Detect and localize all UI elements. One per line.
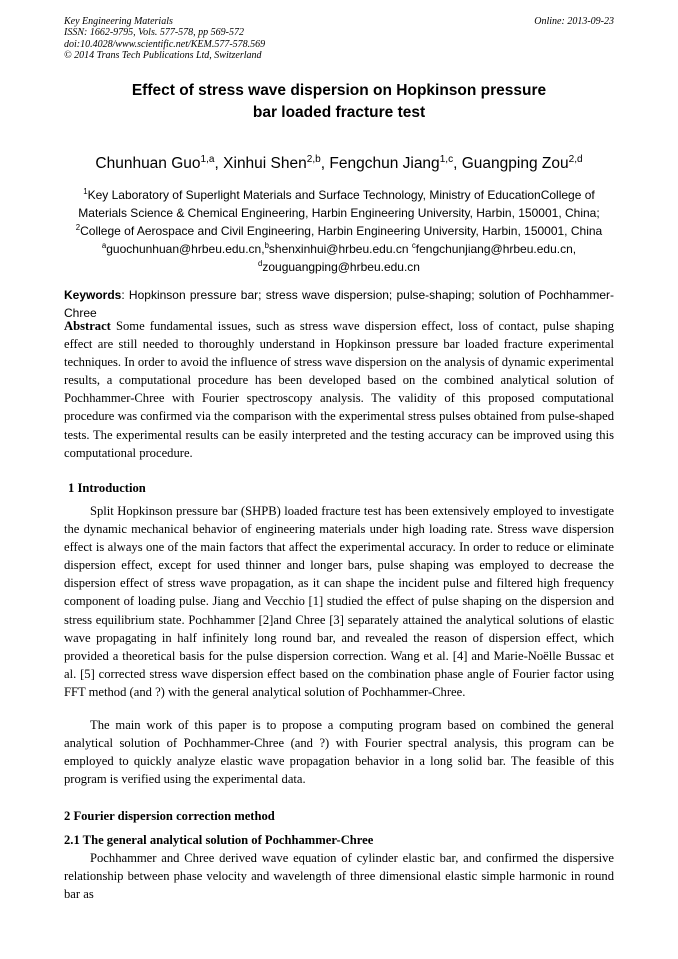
author-list <box>64 155 614 173</box>
email-b-sup: b <box>264 241 269 250</box>
author-sup: 2,d <box>568 153 583 165</box>
intro-paragraph-2: The main work of this paper is to propose a computing program based on combined the general analytical solution of Pochhammer-Chree (and ?) with Fourier spectral analysis, this program can be employed to quickly analyze elastic wave propagation behavior in a long solid bar. The feasible of this program is verified using the experimental data. <box>64 718 614 787</box>
section-2-heading: 2 Fourier dispersion correction method <box>64 809 275 823</box>
author-sup: 2,b <box>306 153 321 165</box>
section-1-heading: 1 Introduction <box>68 481 146 495</box>
author-name: Fengchun Jiang <box>329 155 440 172</box>
paper-page <box>64 16 614 902</box>
abstract-label: Abstract <box>64 319 111 333</box>
author-name: Guangping Zou <box>461 155 569 172</box>
email-a: guochunhuan@hrbeu.edu.cn, <box>106 242 265 256</box>
email-c-sup: c <box>411 241 416 250</box>
section-2-paragraph-1: Pochhammer and Chree derived wave equation of cylinder elastic bar, and confirmed the dispersive relationship between phase velocity and wavelength of three dimensional elastic simple harmonic in round bar as <box>64 851 614 902</box>
author-sup: 1,c <box>439 153 454 165</box>
author-sup: 1,a <box>200 153 215 165</box>
doi-line: doi:10.4028/www.scientific.net/KEM.577-578.569 <box>64 38 266 50</box>
title-line-2: bar loaded fracture test <box>252 104 426 121</box>
copyright-line: © 2014 Trans Tech Publications Ltd, Switzerland <box>64 49 262 61</box>
affiliations <box>64 186 614 276</box>
affiliation-2-text: College of Aerospace and Civil Engineering, Harbin Engineering University, Harbin, 150001, China <box>80 224 603 238</box>
affiliation-2-sup: 2 <box>75 223 81 232</box>
online-date: Online: 2013-09-23 <box>534 16 614 27</box>
email-b: shenxinhui@hrbeu.edu.cn <box>268 242 409 256</box>
author-name: Xinhui Shen <box>223 155 307 172</box>
email-d-sup: d <box>258 259 263 268</box>
keywords-text: : Hopkinson pressure bar; stress wave dispersion; pulse-shaping; solution of Pochhammer-Chree <box>64 288 614 320</box>
journal-header <box>64 16 614 64</box>
abstract <box>64 317 614 462</box>
title-line-1: Effect of stress wave dispersion on Hopkinson pressure <box>131 82 547 99</box>
journal-info <box>64 16 265 61</box>
email-line-1 <box>64 240 614 258</box>
affiliation-1-line-2: Materials Science & Chemical Engineering, Harbin Engineering University, Harbin, 150001, China; <box>78 206 600 220</box>
author-sep: , <box>453 155 462 172</box>
author-sep: , <box>214 155 224 172</box>
paper-title <box>64 80 614 124</box>
issn-line: ISSN: 1662-9795, Vols. 577-578, pp 569-572 <box>64 27 244 39</box>
affiliation-1-line-1 <box>64 186 614 204</box>
subsection-2-1-heading: 2.1 The general analytical solution of Pochhammer-Chree <box>64 833 374 847</box>
affiliation-1-sup: 1 <box>83 187 88 196</box>
author-sep: , <box>320 155 330 172</box>
author-name: Chunhuan Guo <box>95 155 201 172</box>
journal-name: Key Engineering Materials <box>64 16 173 27</box>
email-d: zouguangping@hrbeu.edu.cn <box>262 260 420 274</box>
email-line-2 <box>64 258 614 276</box>
affiliation-1-text: Key Laboratory of Superlight Materials and Surface Technology, Ministry of EducationCollege of <box>87 188 595 202</box>
affiliation-2 <box>64 222 614 240</box>
intro-paragraph-1: Split Hopkinson pressure bar (SHPB) loaded fracture test has been extensively employed to investigate the dynamic mechanical behavior of engineering materials under high loading rate. Stress wave dispersion effect is always one of the main factors that affect the experimental accuracy. In order to reduce or eliminate dispersion effect, except for used thinner and longer bars, pulse shaping was employed to decrease the dispersion effect of stress wave propagation, as it can shape the incident pulse and filtered high frequency component of loading pulse. Jiang and Vecchio [1] studied the effect of pulse shaping on the dispersion and stress equilibrium state. Pochhammer [2]and Chree [3] separately attained the analytical solutions of elastic wave propagating in half infinitely long round bar, and revealed the reason of dispersion effect, which provided a theoretical basis for the pulse dispersion correction. Wang et al. [4] and Marie-Noëlle Bussac et al. [5] corrected stress wave dispersion effect based on the combination phase angle of Fourier factor using FFT method (and ?) with the general analytical solution of Pochhammer-Chree. <box>64 504 614 699</box>
keywords-label: Keywords <box>64 288 122 302</box>
abstract-text: Some fundamental issues, such as stress wave dispersion effect, loss of contact, pulse shaping effect are still needed to thoroughly understand in Hopkinson pressure bar loaded fracture experimental techniques. In order to avoid the influence of stress wave dispersion on the analysis of dynamic experimental results, a computational procedure has been developed based on the combined analytical solution of Pochhammer-Chree with Fourier spectroscopy analysis. The validity of this proposed computational procedure was confirmed via the comparison with the experimental stress pulses obtained from pulse-shaped tests. The experimental results can be easily interpreted and the testing accuracy can be improved using this computational procedure. <box>64 319 614 460</box>
email-a-sup: a <box>101 241 107 250</box>
email-c: fengchunjiang@hrbeu.edu.cn, <box>415 242 577 256</box>
